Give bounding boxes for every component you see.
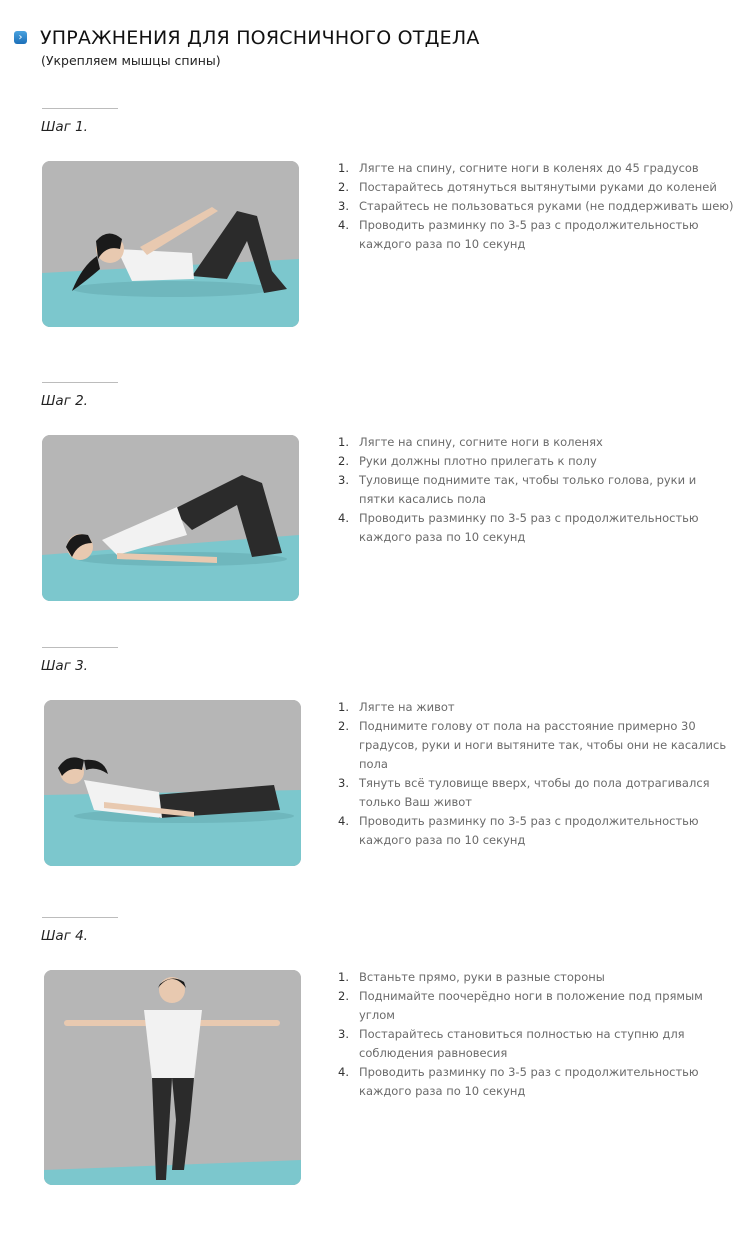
- instruction-list: [338, 968, 734, 1101]
- page-title: УПРАЖНЕНИЯ ДЛЯ ПОЯСНИЧНОГО ОТДЕЛА: [40, 27, 480, 49]
- bridge-pose-icon: [42, 435, 299, 601]
- step-label: Шаг 1.: [41, 119, 88, 135]
- instruction-item: 4. Проводить разминку по 3-5 раз с продолжительностью каждого раза по 10 секунд: [338, 814, 699, 847]
- instruction-item: 3. Туловище поднимите так, чтобы только голова, руки и пятки касались пола: [338, 473, 697, 506]
- exercise-photo: [44, 970, 301, 1185]
- instruction-list: [338, 433, 734, 547]
- step-3: [0, 647, 743, 907]
- step-1: [0, 108, 743, 368]
- instruction-item: 1. Встаньте прямо, руки в разные стороны: [338, 970, 605, 984]
- instruction-item: 3. Старайтесь не пользоваться руками (не поддерживать шею): [338, 199, 734, 213]
- instruction-item: 2. Поднимите голову от пола на расстояние примерно 30 градусов, руки и ноги вытяните так, чтобы они не касались пола: [338, 719, 727, 771]
- standing-leg-raise-icon: [44, 970, 301, 1185]
- step-4: [0, 917, 743, 1177]
- instruction-item: 4. Проводить разминку по 3-5 раз с продолжительностью каждого раза по 10 секунд: [338, 511, 699, 544]
- instruction-item: 1. Лягте на спину, согните ноги в коленях: [338, 435, 603, 449]
- instruction-item: 4. Проводить разминку по 3-5 раз с продолжительностью каждого раза по 10 секунд: [338, 1065, 699, 1098]
- instruction-item: 4. Проводить разминку по 3-5 раз с продолжительностью каждого раза по 10 секунд: [338, 218, 699, 251]
- step-label: Шаг 4.: [41, 928, 88, 944]
- instruction-item: 1. Лягте на живот: [338, 700, 455, 714]
- step-divider: [42, 917, 118, 918]
- chevron-right-icon: ›: [14, 31, 27, 44]
- instruction-item: 3. Постарайтесь становиться полностью на ступню для соблюдения равновесия: [338, 1027, 685, 1060]
- instruction-list: [338, 159, 734, 254]
- crunch-pose-icon: [42, 161, 299, 327]
- instruction-item: 2. Поднимайте поочерёдно ноги в положение под прямым углом: [338, 989, 703, 1022]
- step-divider: [42, 108, 118, 109]
- instruction-item: 2. Руки должны плотно прилегать к полу: [338, 454, 597, 468]
- step-label: Шаг 3.: [41, 658, 88, 674]
- exercise-photo: [42, 161, 299, 327]
- exercise-photo: [44, 700, 301, 866]
- superman-pose-icon: [44, 700, 301, 866]
- step-divider: [42, 647, 118, 648]
- instruction-list: [338, 698, 734, 850]
- page-subtitle: (Укрепляем мышцы спины): [41, 53, 221, 68]
- exercise-photo: [42, 435, 299, 601]
- step-label: Шаг 2.: [41, 393, 88, 409]
- instruction-item: 3. Тянуть всё туловище вверх, чтобы до пола дотрагивался только Ваш живот: [338, 776, 710, 809]
- step-divider: [42, 382, 118, 383]
- instruction-item: 2. Постарайтесь дотянуться вытянутыми руками до коленей: [338, 180, 717, 194]
- step-2: [0, 382, 743, 642]
- instruction-item: 1. Лягте на спину, согните ноги в коленях до 45 градусов: [338, 161, 699, 175]
